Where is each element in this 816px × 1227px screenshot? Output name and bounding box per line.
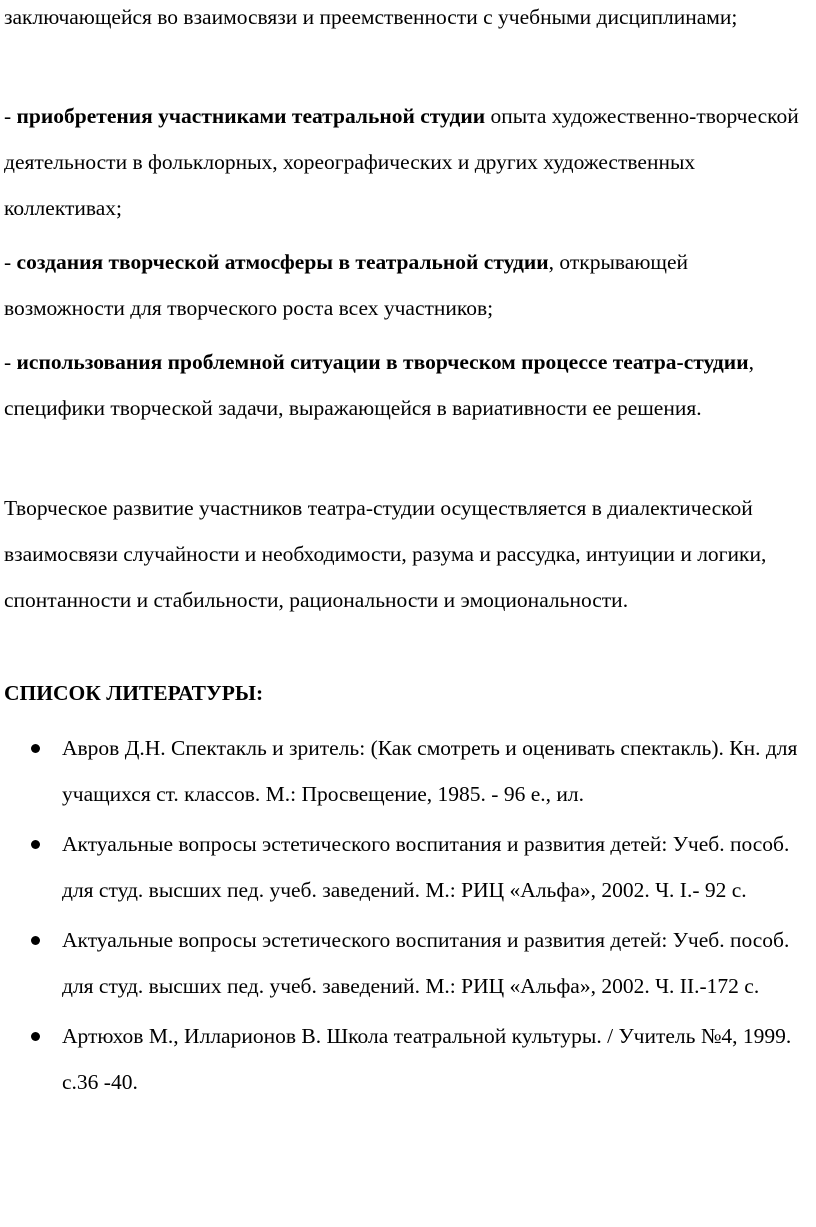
paragraph-bold-phrase: создания творческой атмосферы в театральной студии xyxy=(16,250,549,274)
paragraph-text: , открывающей возможности для творческого роста всех участников; xyxy=(4,250,688,320)
references-list xyxy=(0,725,816,1109)
bullet-icon xyxy=(31,936,40,945)
paragraph-prefix: - xyxy=(4,350,17,374)
bullet-icon xyxy=(31,744,40,753)
reference-item xyxy=(0,821,816,913)
paragraph-text: опыта художественно-творческой деятельности в фольклорных, хореографических и других художественных коллективах; xyxy=(4,104,799,220)
paragraph-text: заключающейся во взаимосвязи и преемственности с учебными дисциплинами; xyxy=(4,5,738,29)
reference-item xyxy=(0,917,816,1009)
reference-text: Актуальные вопросы эстетического воспитания и развития детей: Учеб. пособ. для студ. высших пед. учеб. заведений. М.: РИЦ «Альфа», 2002. Ч. I.- 92 с. xyxy=(62,832,790,902)
paragraph-creative-development xyxy=(4,485,810,623)
paragraph-creative-atmosphere xyxy=(4,239,804,331)
paragraph-continuation xyxy=(4,0,804,40)
paragraph-bold-phrase: использования проблемной ситуации в творческом процессе театра-студии xyxy=(16,350,749,374)
paragraph-problem-situation xyxy=(4,339,804,431)
bullet-icon xyxy=(31,840,40,849)
paragraph-studio-experience xyxy=(4,93,804,231)
paragraph-text: , специфики творческой задачи, выражающейся в вариативности ее решения. xyxy=(4,350,754,420)
paragraph-prefix: - xyxy=(4,250,17,274)
references-heading: СПИСОК ЛИТЕРАТУРЫ: xyxy=(4,681,264,705)
reference-text: Авров Д.Н. Спектакль и зритель: (Как смотреть и оценивать спектакль). Кн. для учащихся ст. классов. М.: Просвещение, 1985. - 96 е., ил. xyxy=(62,736,798,806)
paragraph-text: Творческое развитие участников театра-студии осуществляется в диалектической взаимосвязи случайности и необходимости, разума и рассудка, интуиции и логики, спонтанности и стабильности, рациональности и эмоциональности. xyxy=(4,496,767,612)
paragraph-bold-phrase: приобретения участниками театральной студии xyxy=(16,104,486,128)
reference-text: Актуальные вопросы эстетического воспитания и развития детей: Учеб. пособ. для студ. высших пед. учеб. заведений. М.: РИЦ «Альфа», 2002. Ч. II.-172 с. xyxy=(62,928,790,998)
reference-item xyxy=(0,725,816,817)
reference-text: Артюхов М., Илларионов В. Школа театральной культуры. / Учитель №4, 1999. с.36 -40. xyxy=(62,1024,792,1094)
bullet-icon xyxy=(31,1032,40,1041)
reference-item xyxy=(0,1013,816,1105)
paragraph-prefix: - xyxy=(4,104,17,128)
